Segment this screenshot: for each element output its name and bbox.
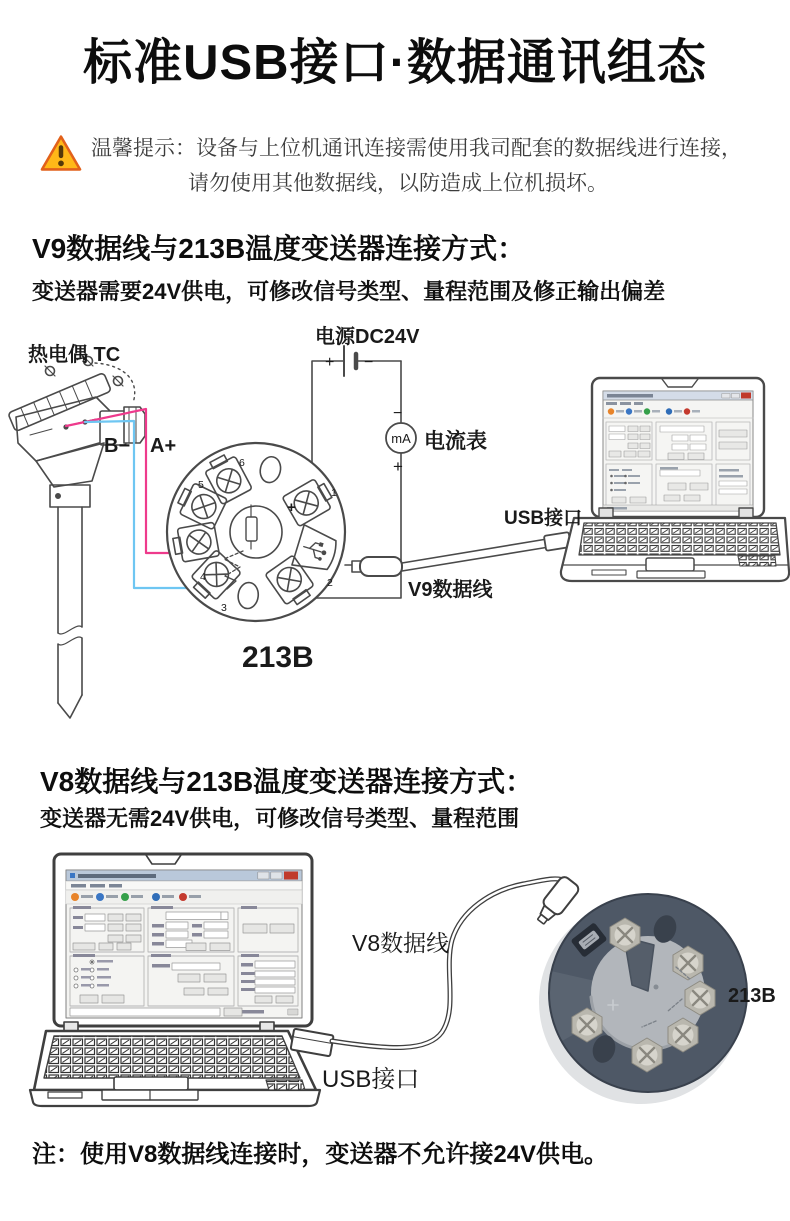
notice-line1: 温馨提示：设备与上位机通讯连接需使用我司配套的数据线进行连接， (91, 137, 742, 160)
v8-cable (291, 875, 581, 1057)
terminal-b-label: B− (104, 435, 131, 457)
ammeter-label: 电流表 (424, 430, 487, 453)
svg-text:4: 4 (200, 571, 206, 583)
page-title: 标准USB接口·数据通讯组态 (83, 36, 707, 90)
svg-text:3: 3 (221, 602, 227, 614)
svg-text:6: 6 (239, 457, 245, 469)
section-v9-subheading: 变送器需要24V供电，可修改信号类型、量程范围及修正输出偏差 (32, 279, 666, 304)
notice-line2: 请勿使用其他数据线，以防造成上位机损坏。 (188, 172, 608, 195)
battery-minus: − (364, 354, 374, 371)
notice (40, 131, 756, 201)
battery-plus: + (325, 354, 335, 371)
software-window (66, 870, 302, 1018)
transmitter-213b-drawing (167, 443, 345, 621)
svg-text:1: 1 (331, 487, 337, 499)
power-label: 电源DC24V (315, 326, 420, 348)
notice-text (91, 131, 742, 201)
v8-cable-label: V8数据线 (352, 930, 450, 956)
section-v8-subheading: 变送器无需24V供电，可修改信号类型、量程范围 (40, 806, 520, 831)
section-v9-heading: V9数据线与213B温度变送器连接方式： (32, 233, 526, 264)
section-v8-heading: V8数据线与213B温度变送器连接方式： (40, 766, 534, 797)
ammeter-plus: + (393, 457, 403, 476)
v9-cable-label: V9数据线 (408, 579, 493, 601)
terminal-a-label: A+ (150, 435, 177, 457)
device-label-213b: 213B (242, 641, 314, 674)
diagram-v8-connection (0, 840, 790, 1135)
v9-cable (345, 532, 571, 576)
thermocouple-drawing (8, 356, 145, 718)
svg-text:5: 5 (198, 479, 204, 491)
transmitter-213b-photo (539, 894, 747, 1104)
diagram-v9-connection (0, 315, 790, 747)
svg-text:2: 2 (327, 577, 333, 589)
laptop-bottom (30, 854, 320, 1106)
footnote: 注：使用V8数据线连接时，变送器不允许接24V供电。 (32, 1141, 609, 1168)
device-label-213b-photo: 213B (728, 985, 776, 1007)
thermocouple-label: 热电偶 TC (28, 344, 121, 366)
center-plus: + (287, 499, 296, 516)
warning-triangle-icon (40, 134, 82, 172)
laptop-top (561, 378, 789, 581)
usb-port-label-v9: USB接口 (504, 508, 583, 529)
ammeter-unit: mA (391, 431, 411, 446)
usb-port-label-v8: USB接口 (322, 1066, 420, 1093)
ammeter-minus: − (393, 405, 403, 422)
software-window-mini (603, 391, 753, 511)
